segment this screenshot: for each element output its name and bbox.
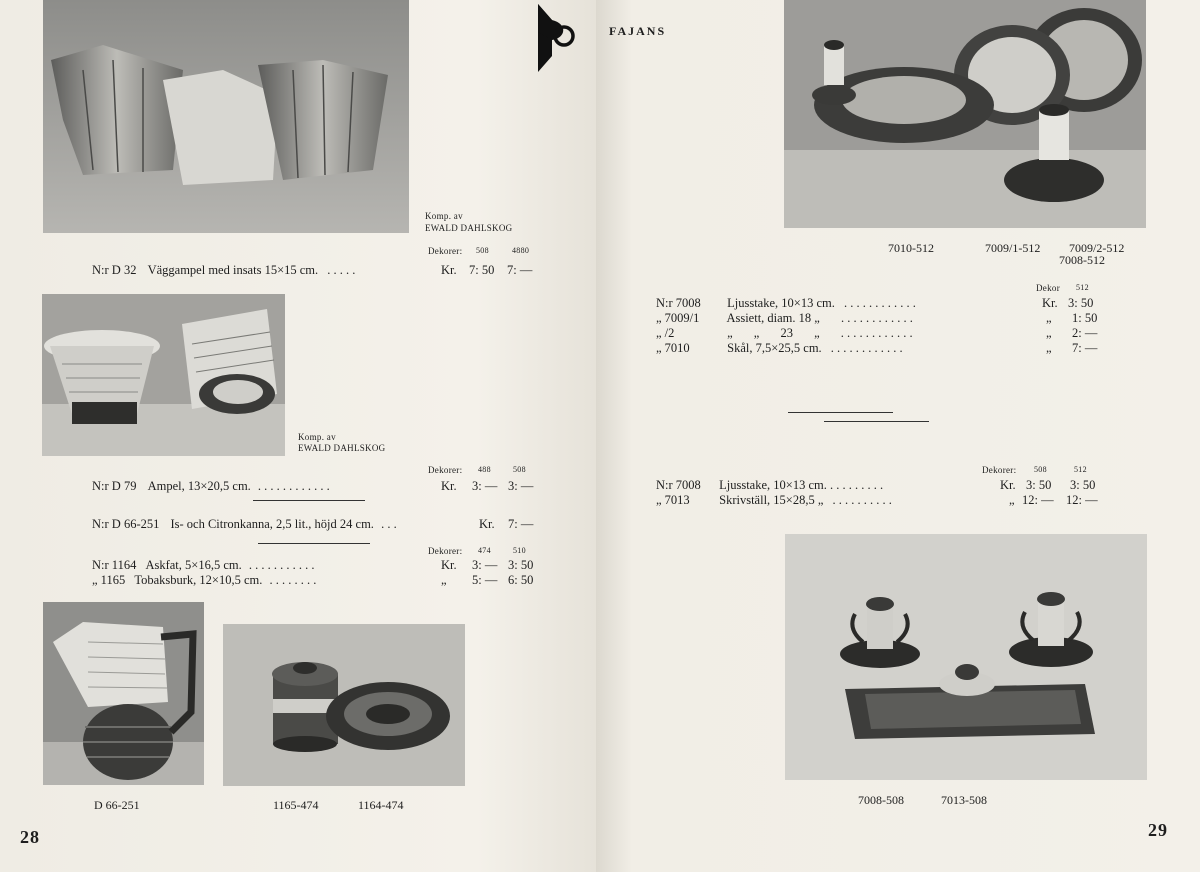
item-dots: . . . . . . . . .	[829, 478, 884, 492]
item-dots: . . . . . . . . . . . .	[840, 311, 913, 325]
credit-name-1: EWALD DAHLSKOG	[425, 223, 513, 233]
item-d32-kr: Kr.	[441, 263, 457, 277]
item-1164-price1: 3: —	[472, 558, 498, 572]
item-dots: . . . . . . . .	[269, 573, 317, 587]
caption-7009-1: 7009/1-512	[985, 241, 1041, 255]
caption-d66: D 66-251	[94, 798, 140, 812]
photo-inkstand	[785, 534, 1147, 780]
item-7009-1-price: 1: 50	[1072, 311, 1098, 325]
item-d32-price2: 7: —	[507, 263, 533, 277]
item-nr: N:r D 32	[92, 263, 137, 277]
dekor-code-1b: 4880	[512, 246, 530, 255]
item-7009-2	[656, 326, 913, 341]
item-desc: Skrivställ, 15×28,5 „	[719, 493, 824, 507]
item-dots: . . . . . . . . . .	[832, 493, 892, 507]
item-nr: N:r D 66-251	[92, 517, 160, 531]
item-desc: „ „ 23 „	[727, 326, 820, 340]
dekor-code-1a: 508	[476, 246, 489, 255]
item-7013-kr: „	[1009, 493, 1015, 507]
item-1164	[92, 558, 314, 573]
item-d79-price2: 3: —	[508, 479, 534, 493]
divider-line	[258, 543, 370, 544]
item-7013-price1: 12: —	[1022, 493, 1054, 507]
item-7009-1	[656, 311, 913, 326]
dekor-code-r2b: 512	[1074, 465, 1087, 474]
item-nr: N:r 7008	[656, 296, 701, 310]
item-dots: . . . . . . . . . . . .	[830, 341, 903, 355]
item-dots: . . . . . . . . . . . .	[257, 479, 330, 493]
photo-ashtray-jar	[223, 624, 465, 786]
section-header: FAJANS	[609, 24, 667, 38]
item-7009-1-kr: „	[1046, 311, 1052, 325]
page-number-right: 29	[1148, 820, 1168, 840]
item-7008-price: 3: 50	[1068, 296, 1094, 310]
item-7010-price: 7: —	[1072, 341, 1098, 355]
caption-7008-508: 7008-508	[858, 793, 904, 807]
item-7008-b-kr: Kr.	[1000, 478, 1016, 492]
item-1165	[92, 573, 316, 588]
credit-name-2: EWALD DAHLSKOG	[298, 443, 386, 453]
item-d32	[92, 263, 355, 278]
credit-komp-1: Komp. av	[425, 211, 463, 221]
item-desc: Is- och Citronkanna, 2,5 lit., höjd 24 cm.	[170, 517, 374, 531]
photo-pitcher	[43, 602, 204, 785]
item-nr: „ 1165	[92, 573, 126, 587]
page-number-left: 28	[20, 827, 40, 847]
item-1165-kr: „	[441, 573, 447, 587]
item-d79-price1: 3: —	[472, 479, 498, 493]
item-7010-kr: „	[1046, 341, 1052, 355]
dekor-label-3: Dekorer:	[428, 546, 463, 556]
item-d66-price1: 7: —	[508, 517, 534, 531]
item-7013	[656, 493, 892, 508]
left-page	[0, 0, 596, 872]
dekor-code-r1: 512	[1076, 283, 1089, 292]
caption-7008: 7008-512	[1059, 253, 1105, 267]
item-dots: . . . . .	[327, 263, 356, 277]
item-7008-kr: Kr.	[1042, 296, 1058, 310]
dekor-code-2a: 488	[478, 465, 491, 474]
credit-komp-2: Komp. av	[298, 432, 336, 442]
item-dots: . . . . . . . . . . .	[248, 558, 315, 572]
dekor-label-1: Dekorer:	[428, 246, 463, 256]
divider-line	[788, 412, 893, 413]
caption-7013-508: 7013-508	[941, 793, 987, 807]
dekor-code-r2a: 508	[1034, 465, 1047, 474]
item-desc: Skål, 7,5×25,5 cm.	[727, 341, 822, 355]
item-7008-b-price2: 3: 50	[1070, 478, 1096, 492]
item-7008-b-price1: 3: 50	[1026, 478, 1052, 492]
item-nr: N:r 1164	[92, 558, 137, 572]
item-7009-2-price: 2: —	[1072, 326, 1098, 340]
bo-logo	[534, 2, 584, 74]
item-desc: Ljusstake, 10×13 cm.	[719, 478, 827, 492]
photo-ampel	[42, 294, 285, 456]
item-1164-kr: Kr.	[441, 558, 457, 572]
item-1165-price2: 6: 50	[508, 573, 534, 587]
item-nr: „ 7013	[656, 493, 690, 507]
item-dots: . . . . . . . . . . . .	[843, 296, 916, 310]
item-7008	[656, 296, 916, 311]
item-desc: Ampel, 13×20,5 cm.	[147, 479, 251, 493]
caption-1165: 1165-474	[273, 798, 319, 812]
item-1165-price1: 5: —	[472, 573, 498, 587]
photo-planters	[43, 0, 409, 233]
caption-7010: 7010-512	[888, 241, 934, 255]
item-desc: Assiett, diam. 18 „	[726, 311, 820, 325]
item-nr: N:r D 79	[92, 479, 137, 493]
dekor-code-2b: 508	[513, 465, 526, 474]
right-page	[596, 0, 1200, 872]
item-dots: . . .	[381, 517, 397, 531]
item-7010	[656, 341, 903, 356]
dekor-label-r2: Dekorer:	[982, 465, 1017, 475]
item-1164-price2: 3: 50	[508, 558, 534, 572]
item-dots: . . . . . . . . . . . .	[840, 326, 913, 340]
item-nr: „ 7009/1	[656, 311, 700, 325]
item-desc: Väggampel med insats 15×15 cm.	[147, 263, 319, 277]
item-d32-price1: 7: 50	[469, 263, 495, 277]
item-7009-2-kr: „	[1046, 326, 1052, 340]
divider-line	[253, 500, 365, 501]
dekor-code-3a: 474	[478, 546, 491, 555]
photo-tableware	[784, 0, 1146, 228]
item-desc: Tobaksburk, 12×10,5 cm.	[134, 573, 263, 587]
item-nr: „ /2	[656, 326, 675, 340]
item-d66-kr: Kr.	[479, 517, 495, 531]
divider-line	[824, 421, 929, 422]
item-d79	[92, 479, 330, 494]
item-nr: N:r 7008	[656, 478, 701, 492]
item-d66	[92, 517, 397, 532]
dekor-label-2: Dekorer:	[428, 465, 463, 475]
item-d79-kr: Kr.	[441, 479, 457, 493]
item-7013-price2: 12: —	[1066, 493, 1098, 507]
item-7008-b	[656, 478, 883, 493]
caption-7009-2: 7009/2-512	[1069, 241, 1125, 255]
bo-logo-mark	[534, 2, 584, 74]
caption-1164: 1164-474	[358, 798, 404, 812]
item-desc: Askfat, 5×16,5 cm.	[145, 558, 242, 572]
dekor-code-3b: 510	[513, 546, 526, 555]
item-nr: „ 7010	[656, 341, 690, 355]
item-desc: Ljusstake, 10×13 cm.	[727, 296, 835, 310]
dekor-label-r1: Dekor	[1036, 283, 1060, 293]
